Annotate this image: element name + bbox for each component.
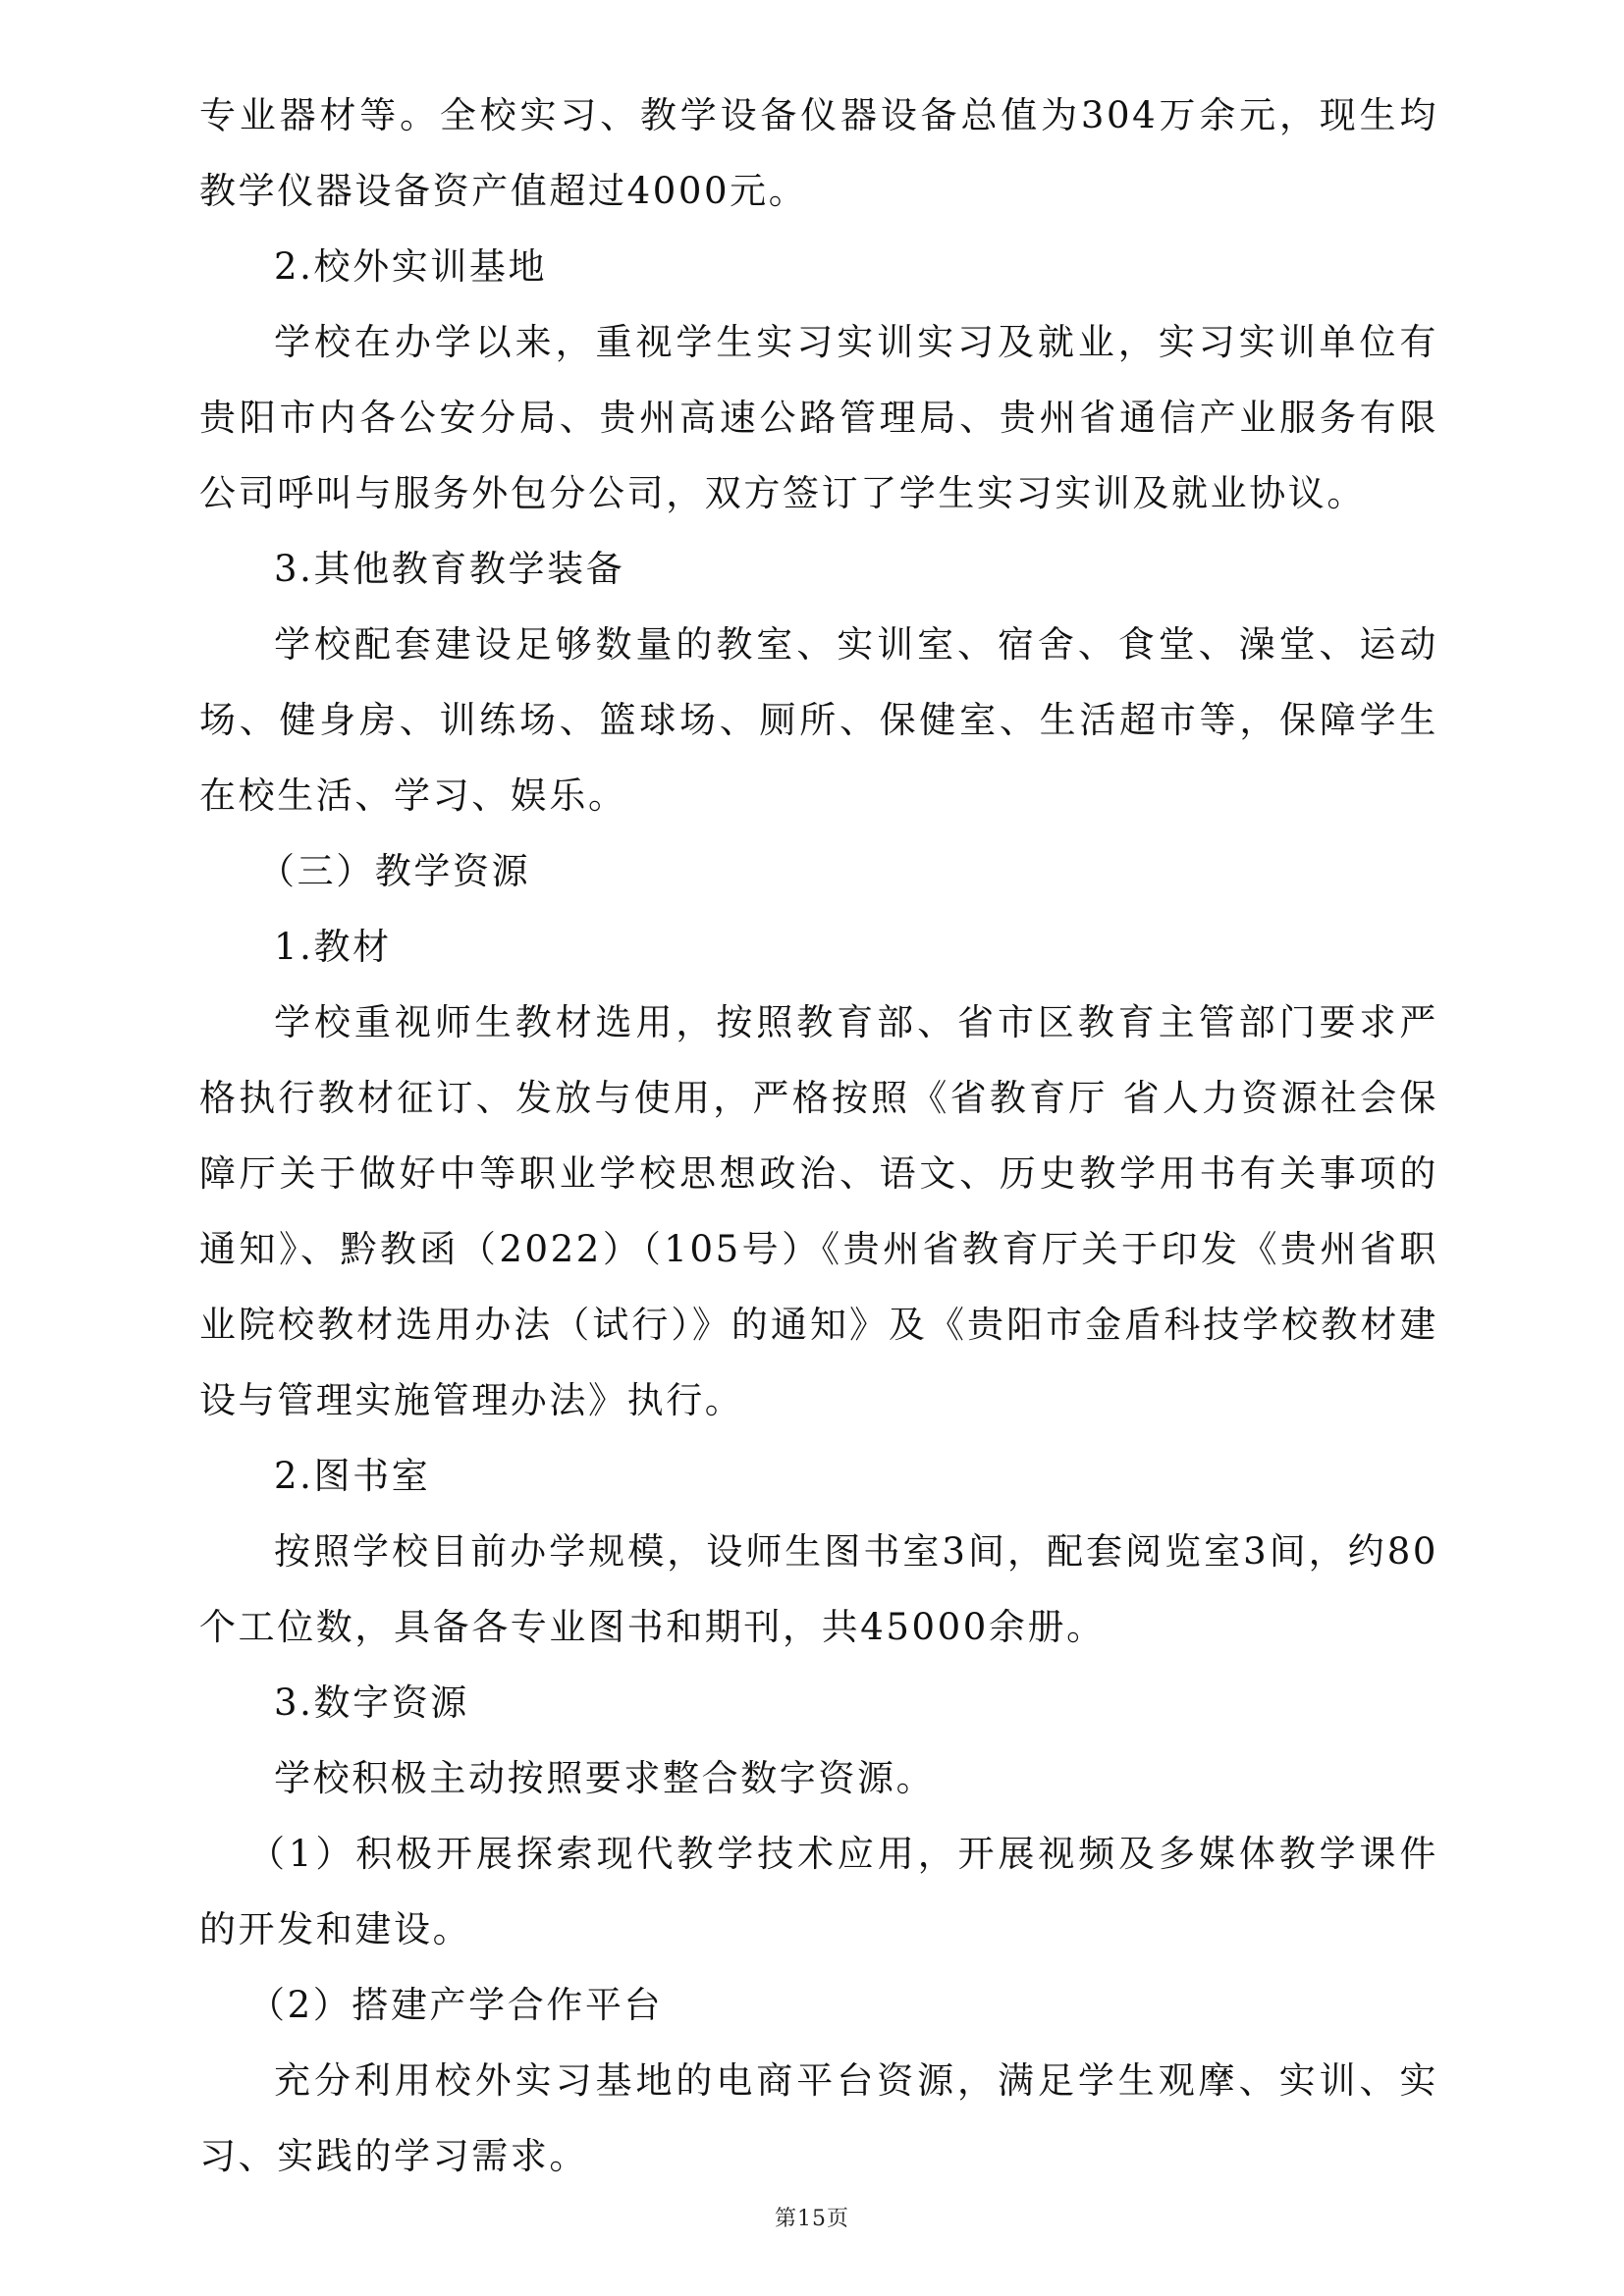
paragraph-ecommerce-platform: 充分利用校外实习基地的电商平台资源，满足学生观摩、实训、实习、实践的学习需求。 — [199, 2059, 1438, 2177]
paragraph-textbooks: 学校重视师生教材选用，按照教育部、省市区教育主管部门要求严格执行教材征订、发放与使用，严格按照《省教育厅 省人力资源社会保障厅关于做好中等职业学校思想政治、语文、历史教学用书有关事项的通知》、黔教函（2022）（105号）《贵州省教育厅关于印发《贵州省职业院校教材选用办法（试行）》的通知》及《贵阳市金盾科技学校教材建设与管理实施管理办法》执行。 — [199, 1001, 1438, 1421]
paragraph-other-equipment: 学校配套建设足够数量的教室、实训室、宿舍、食堂、澡堂、运动场、健身房、训练场、篮球场、厕所、保健室、生活超市等，保障学生在校生活、学习、娱乐。 — [199, 623, 1438, 817]
list-item-multimedia-courseware: （1）积极开展探索现代教学技术应用，开展视频及多媒体教学课件的开发和建设。 — [199, 1833, 1438, 1950]
document-body — [199, 78, 1438, 2194]
paragraph-equipment-value: 专业器材等。全校实习、教学设备仪器设备总值为304万余元，现生均教学仪器设备资产值超过4000元。 — [199, 94, 1438, 212]
heading-digital-resources: 3.数字资源 — [274, 1682, 469, 1724]
paragraph-offcampus-training-base: 学校在办学以来，重视学生实习实训实习及就业，实习实训单位有贵阳市内各公安分局、贵州高速公路管理局、贵州省通信产业服务有限公司呼叫与服务外包分公司，双方签订了学生实习实训及就业协议。 — [199, 321, 1438, 514]
heading-textbooks: 1.教材 — [274, 926, 392, 968]
page-number: 第15页 — [775, 2207, 849, 2231]
paragraph-digital-resources: 学校积极主动按照要求整合数字资源。 — [274, 1757, 936, 1799]
section-heading-teaching-resources: （三）教学资源 — [258, 850, 531, 892]
heading-other-equipment: 3.其他教育教学装备 — [274, 548, 625, 590]
heading-offcampus-training-base: 2.校外实训基地 — [274, 245, 548, 288]
list-item-industry-platform: （2）搭建产学合作平台 — [248, 1984, 664, 2026]
heading-library: 2.图书室 — [274, 1455, 431, 1497]
paragraph-library: 按照学校目前办学规模，设师生图书室3间，配套阅览室3间，约80个工位数，具备各专业图书和期刊，共45000余册。 — [199, 1530, 1438, 1648]
